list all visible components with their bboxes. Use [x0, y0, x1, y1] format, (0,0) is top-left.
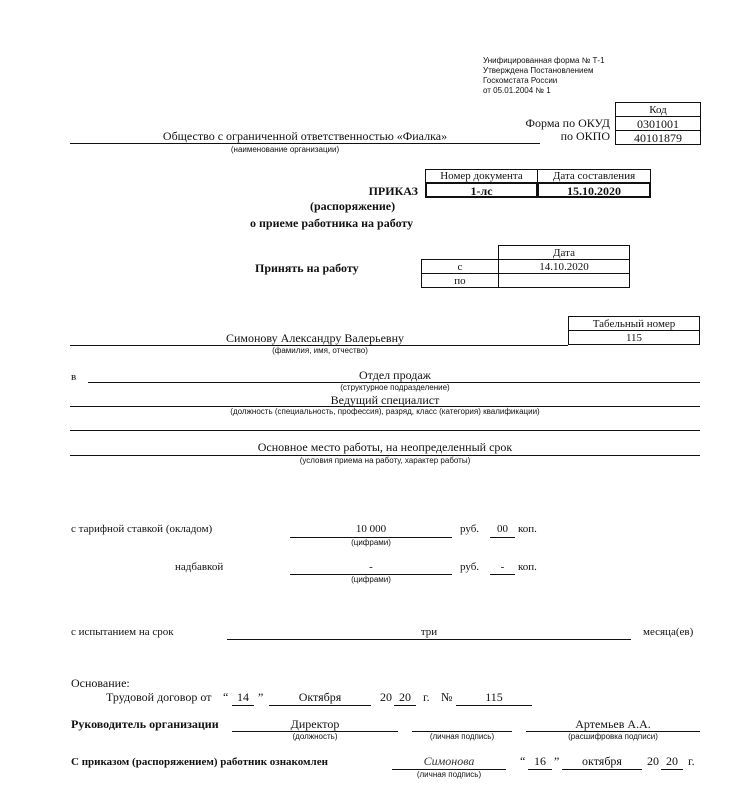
- conditions-caption: (условия приема на работу, характер работы): [299, 456, 471, 465]
- head-label: Руководитель организации: [71, 717, 219, 731]
- contract-month-underline: [269, 705, 371, 706]
- acquainted-label: С приказом (распоряжением) работник ознакомлен: [71, 756, 328, 768]
- employee-name-caption: (фамилия, имя, отчество): [272, 346, 368, 355]
- salary-kop: коп.: [518, 523, 537, 535]
- hire-to-label: по: [421, 273, 499, 288]
- organization-caption: (наименование организации): [230, 145, 340, 154]
- contract-quote-open: “: [223, 690, 229, 704]
- contract-year-unit: г.: [423, 690, 430, 704]
- contract-day: 14: [237, 690, 249, 704]
- doc-number-value: 1-лс: [425, 182, 538, 198]
- probation-underline: [227, 639, 631, 640]
- bonus-kop: коп.: [518, 561, 537, 573]
- salary-caption: (цифрами): [351, 538, 391, 547]
- position-extra-line: [70, 430, 700, 431]
- tab-number-header: Табельный номер: [568, 316, 700, 331]
- okpo-value: 40101879: [615, 130, 701, 145]
- contract-num-label: №: [441, 690, 453, 704]
- salary-label: с тарифной ставкой (окладом): [71, 523, 213, 535]
- bonus-kop-underline: [490, 574, 515, 575]
- contract-quote-close: ”: [258, 690, 264, 704]
- bonus-rub: руб.: [460, 561, 480, 573]
- title-purpose: о приеме работника на работу: [250, 216, 414, 230]
- ack-year-unit: г.: [688, 754, 695, 768]
- form-note-line: Унифицированная форма № Т-1: [483, 56, 605, 65]
- okud-label: Форма по ОКУД: [525, 116, 610, 130]
- hire-to-value: [498, 273, 630, 288]
- salary-value: 10 000: [355, 523, 387, 535]
- probation-unit: месяца(ев): [643, 626, 694, 638]
- contract-month: Октября: [298, 690, 342, 704]
- form-note-line: Госкомстата России: [483, 76, 558, 85]
- head-name-caption: (расшифровка подписи): [568, 732, 658, 741]
- department-value: Отдел продаж: [359, 368, 431, 382]
- organization-name: Общество с ограниченной ответственностью «Фиалка»: [162, 129, 448, 143]
- contract-year-suffix: 20: [399, 690, 411, 704]
- employee-sign-caption: (личная подпись): [416, 770, 482, 779]
- salary-kop-value: 00: [497, 523, 508, 535]
- ack-year-prefix: 20: [647, 754, 659, 768]
- contract-day-underline: [232, 705, 254, 706]
- head-name: Артемьев А.А.: [575, 717, 651, 731]
- organization-underline: [70, 143, 540, 144]
- hire-from-value: 14.10.2020: [498, 259, 630, 274]
- bonus-value: -: [369, 561, 373, 573]
- hire-from-label: с: [421, 259, 499, 274]
- probation-label: с испытанием на срок: [71, 626, 174, 638]
- salary-kop-underline: [490, 537, 515, 538]
- doc-date-header: Дата составления: [537, 169, 651, 183]
- form-note-line: от 05.01.2004 № 1: [483, 86, 551, 95]
- tab-number-value: 115: [568, 330, 700, 345]
- ack-day: 16: [534, 754, 546, 768]
- bonus-kop-value: -: [500, 561, 505, 573]
- basis-label: Основание:: [71, 676, 130, 690]
- head-sign-caption: (личная подпись): [429, 732, 495, 741]
- position-value: Ведущий специалист: [330, 393, 440, 407]
- hire-date-header: Дата: [498, 245, 630, 260]
- ack-quote-open: “: [520, 754, 526, 768]
- title-prikaz: ПРИКАЗ: [368, 184, 418, 198]
- ack-month: октября: [582, 754, 622, 768]
- contract-label: Трудовой договор от: [106, 690, 212, 704]
- form-note: [483, 56, 605, 96]
- doc-number-header: Номер документа: [425, 169, 538, 183]
- probation-value: три: [420, 626, 438, 638]
- head-position: Директор: [290, 717, 340, 731]
- contract-number: 115: [485, 690, 503, 704]
- employee-signature: Симонова: [423, 754, 475, 768]
- ack-year-underline: [661, 769, 683, 770]
- okud-value: 0301001: [615, 116, 701, 131]
- contract-year-underline: [394, 705, 416, 706]
- ack-year-suffix: 20: [666, 754, 678, 768]
- ack-day-underline: [528, 769, 552, 770]
- department-caption: (структурное подразделение): [340, 383, 450, 392]
- ack-quote-close: ”: [554, 754, 560, 768]
- employee-name: Симонову Александру Валерьевну: [225, 331, 404, 345]
- conditions-value: Основное место работы, на неопределенный срок: [257, 440, 513, 454]
- salary-rub: руб.: [460, 523, 480, 535]
- ack-month-underline: [562, 769, 642, 770]
- form-note-line: Утверждена Постановлением: [483, 66, 594, 75]
- position-caption: (должность (специальность, профессия), разряд, класс (категория) квалификации): [230, 407, 540, 416]
- contract-year-prefix: 20: [380, 690, 392, 704]
- title-subtitle: (распоряжение): [310, 199, 396, 213]
- hire-label: Принять на работу: [255, 261, 359, 275]
- code-header: Код: [615, 102, 701, 117]
- bonus-caption: (цифрами): [351, 575, 391, 584]
- okpo-label: по ОКПО: [560, 129, 610, 143]
- department-prefix: в: [71, 371, 77, 383]
- contract-number-underline: [456, 705, 532, 706]
- doc-date-value: 15.10.2020: [537, 182, 651, 198]
- bonus-label: надбавкой: [175, 561, 224, 573]
- head-position-caption: (должность): [292, 732, 338, 741]
